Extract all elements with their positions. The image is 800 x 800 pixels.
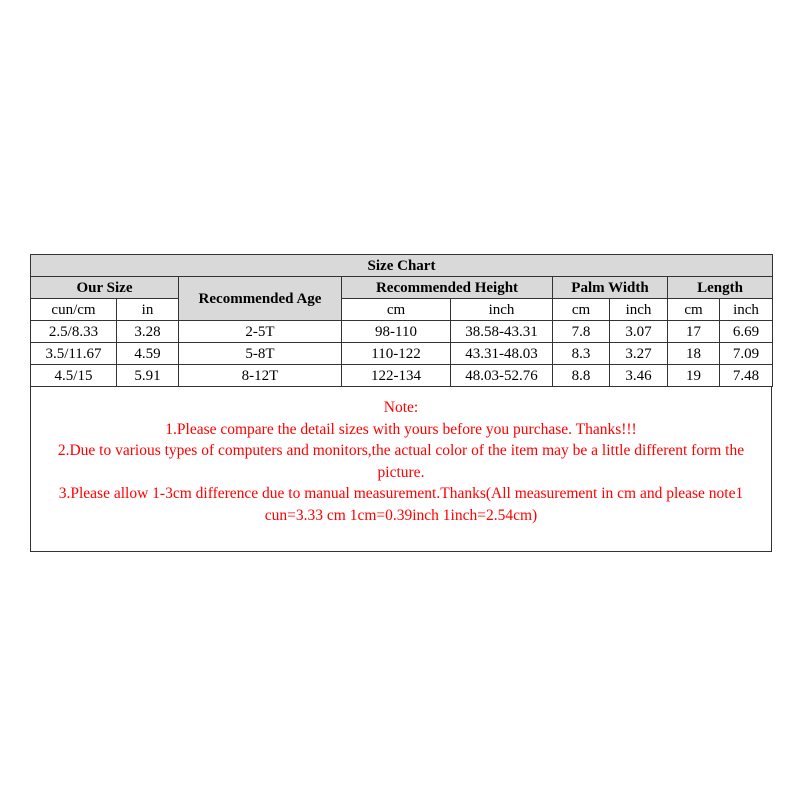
table-title: Size Chart (31, 255, 773, 277)
notes-heading: Note: (383, 399, 419, 416)
table-cell: 3.46 (610, 365, 668, 387)
table-cell: 18 (668, 343, 720, 365)
table-cell: 38.58-43.31 (451, 321, 553, 343)
table-row (31, 365, 773, 387)
table-cell: 5-8T (179, 343, 342, 365)
size-chart-table (30, 254, 773, 387)
table-cell: 110-122 (342, 343, 451, 365)
unit-header: cm (342, 299, 451, 321)
note-line: 1.Please compare the detail sizes with yours before you purchase. Thanks!!! (165, 420, 637, 438)
unit-header: in (117, 299, 179, 321)
table-cell: 2.5/8.33 (31, 321, 117, 343)
table-cell: 3.28 (117, 321, 179, 343)
table-cell: 19 (668, 365, 720, 387)
table-cell: 7.09 (720, 343, 773, 365)
note-line: 2.Due to various types of computers and monitors,the actual color of the item may be a little different form the picture. (57, 442, 745, 481)
table-cell: 8-12T (179, 365, 342, 387)
table-cell: 6.69 (720, 321, 773, 343)
unit-header: cun/cm (31, 299, 117, 321)
table-cell: 4.59 (117, 343, 179, 365)
size-chart (30, 254, 772, 552)
table-cell: 3.5/11.67 (31, 343, 117, 365)
table-cell: 7.8 (553, 321, 610, 343)
unit-header: cm (668, 299, 720, 321)
table-cell: 8.3 (553, 343, 610, 365)
unit-header: inch (720, 299, 773, 321)
table-cell: 98-110 (342, 321, 451, 343)
table-cell: 3.27 (610, 343, 668, 365)
table-row (31, 321, 773, 343)
table-cell: 7.48 (720, 365, 773, 387)
table-row (31, 343, 773, 365)
table-cell: 43.31-48.03 (451, 343, 553, 365)
header-our-size: Our Size (31, 277, 179, 299)
table-cell: 8.8 (553, 365, 610, 387)
header-recommended-age: Recommended Age (179, 277, 342, 321)
unit-header: inch (451, 299, 553, 321)
table-cell: 5.91 (117, 365, 179, 387)
table-cell: 122-134 (342, 365, 451, 387)
table-cell: 4.5/15 (31, 365, 117, 387)
note-line: 3.Please allow 1-3cm difference due to manual measurement.Thanks(All measurement in cm and please note1 cun=3.33 cm 1cm=0.39inch 1inch=2.54cm) (58, 485, 744, 524)
table-cell: 17 (668, 321, 720, 343)
table-cell: 48.03-52.76 (451, 365, 553, 387)
unit-header: inch (610, 299, 668, 321)
table-cell: 2-5T (179, 321, 342, 343)
header-recommended-height: Recommended Height (342, 277, 553, 299)
header-palm-width: Palm Width (553, 277, 668, 299)
table-cell: 3.07 (610, 321, 668, 343)
unit-header: cm (553, 299, 610, 321)
notes-box (30, 387, 772, 552)
header-length: Length (668, 277, 773, 299)
